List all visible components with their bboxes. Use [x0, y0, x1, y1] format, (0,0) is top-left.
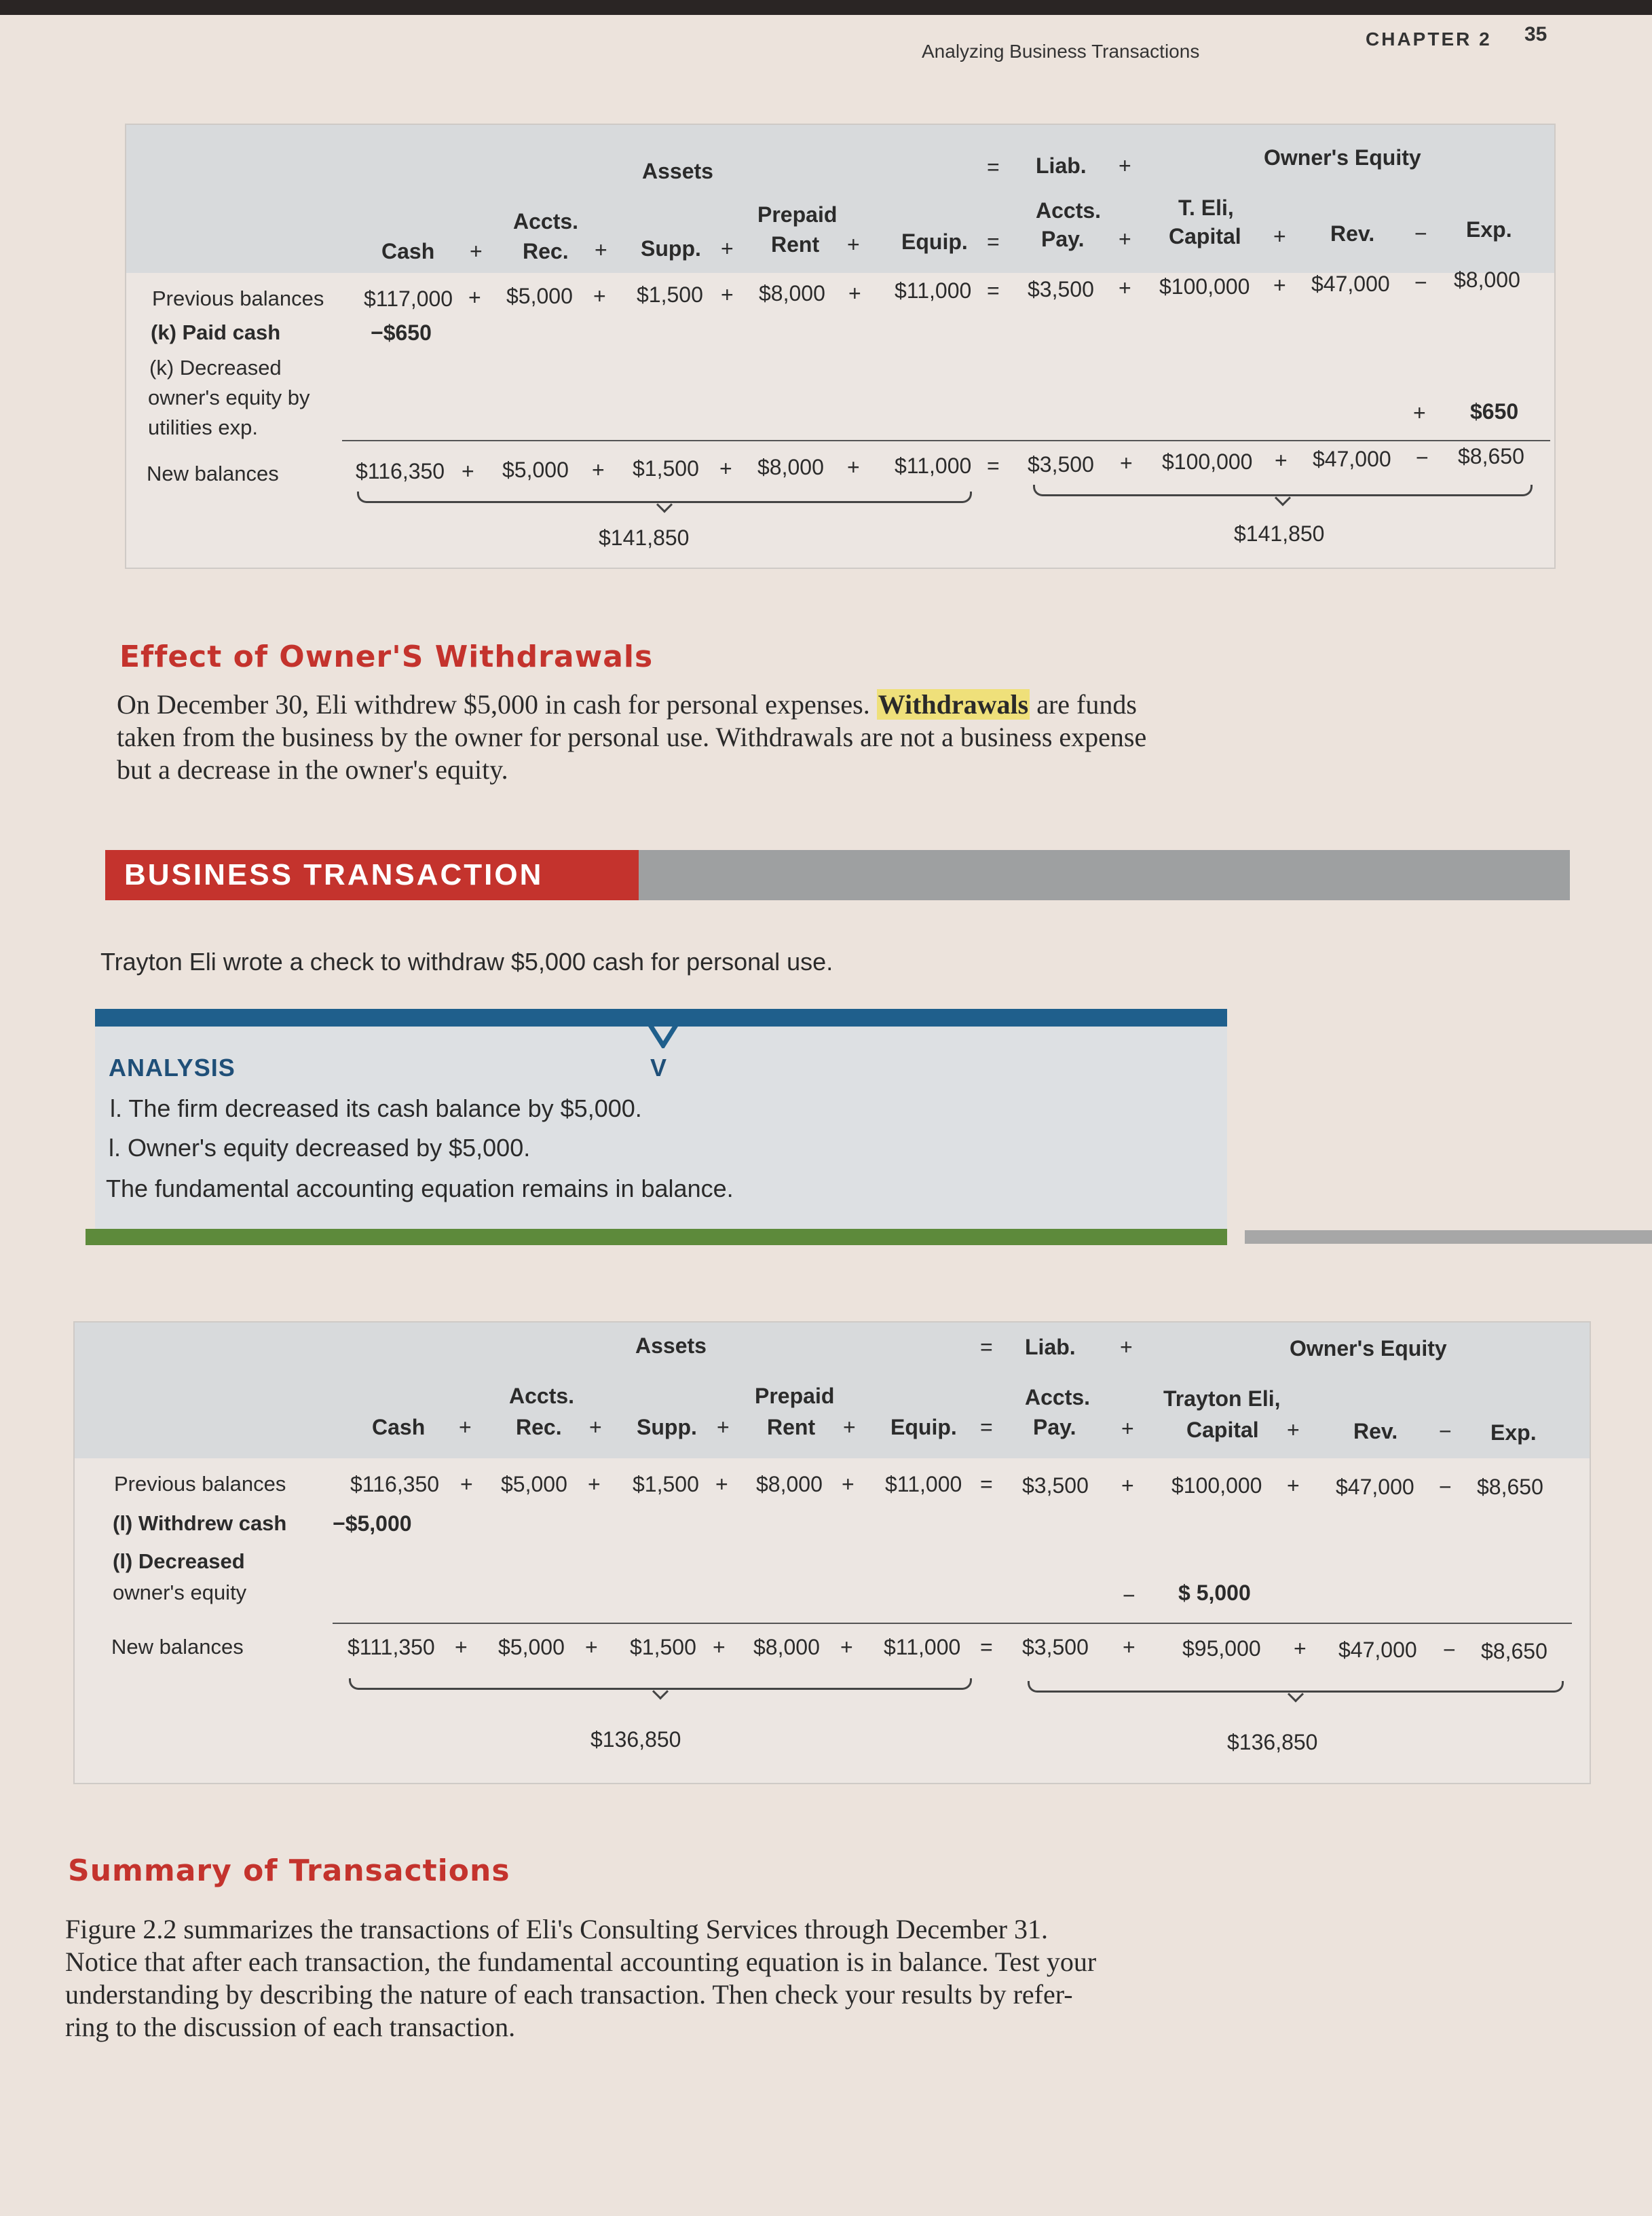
col-prepaid-2: Rent	[767, 1415, 816, 1439]
col-capital-1: T. Eli,	[1178, 196, 1234, 220]
op-eq: =	[980, 1472, 993, 1496]
op-minus: −	[1123, 1583, 1135, 1608]
page-top-edge	[0, 0, 1652, 15]
op-plus: +	[1121, 1473, 1134, 1498]
col-cash: Cash	[381, 239, 435, 263]
op-plus: +	[459, 1415, 472, 1439]
analysis-bottom-bar	[86, 1229, 1227, 1245]
running-title: Analyzing Business Transactions	[922, 41, 1200, 62]
op-plus: +	[840, 1635, 853, 1659]
col-exp: Exp.	[1466, 217, 1512, 242]
paragraph-line: understanding by describing the nature of each transaction. Then check your results by refer-	[65, 1979, 1073, 2010]
op-plus: +	[721, 236, 734, 261]
col-accts-pay-2: Pay.	[1041, 227, 1085, 251]
equation-table-l	[73, 1321, 1591, 1784]
col-capital-1: Trayton Eli,	[1163, 1386, 1281, 1411]
page-number: 35	[1524, 23, 1547, 45]
col-capital-2: Capital	[1169, 224, 1241, 248]
col-exp: Exp.	[1490, 1420, 1537, 1445]
op-plus: +	[717, 1415, 730, 1439]
row-label-k-decreased: (k) Decreased	[149, 356, 282, 380]
new-exp: $8,650	[1458, 444, 1524, 468]
new-capital: $95,000	[1182, 1636, 1261, 1661]
prev-cash: $116,350	[350, 1472, 440, 1496]
op-plus: +	[719, 456, 732, 481]
col-equip: Equip.	[890, 1415, 957, 1439]
total-assets: $141,850	[599, 525, 690, 550]
prev-prepaid-rent: $8,000	[756, 1472, 823, 1496]
row-label-new: New balances	[147, 462, 279, 485]
total-assets: $136,850	[590, 1727, 681, 1752]
new-prepaid-rent: $8,000	[757, 455, 824, 479]
col-accts-pay-1: Accts.	[1025, 1385, 1091, 1409]
op-plus: +	[1273, 273, 1286, 297]
row-label-l-withdrew: (l) Withdrew cash	[113, 1511, 287, 1535]
assets-header: Assets	[635, 1333, 707, 1358]
op-minus: −	[1443, 1638, 1456, 1662]
analysis-marker: V	[650, 1054, 667, 1082]
paragraph-line: taken from the business by the owner for personal use. Withdrawals are not a business expense	[117, 722, 1147, 752]
op-plus: +	[593, 284, 606, 308]
new-rev: $47,000	[1338, 1638, 1417, 1662]
prev-equip: $11,000	[885, 1472, 962, 1496]
withdrawals-paragraph	[117, 688, 1271, 786]
text-run: On December 30, Eli withdrew $5,000 in cash for personal expenses.	[117, 689, 870, 720]
analysis-title: ANALYSIS	[109, 1054, 236, 1082]
prev-accts-rec: $5,000	[506, 284, 573, 308]
total-liab-equity: $136,850	[1227, 1730, 1318, 1754]
total-rule	[342, 440, 1550, 441]
op-minus: −	[1416, 445, 1429, 470]
new-accts-rec: $5,000	[502, 458, 569, 482]
analysis-side-bar	[1245, 1230, 1652, 1244]
col-accts-rec-2: Rec.	[516, 1415, 562, 1439]
new-exp: $8,650	[1481, 1639, 1547, 1663]
op-eq: =	[987, 278, 1000, 303]
prev-capital: $100,000	[1159, 274, 1250, 299]
op-plus: +	[842, 1472, 855, 1496]
op-plus: +	[455, 1635, 468, 1659]
l-cash-change: −$5,000	[333, 1511, 412, 1536]
col-accts-rec-1: Accts.	[513, 209, 579, 234]
row-label-new: New balances	[111, 1635, 244, 1659]
col-prepaid-1: Prepaid	[755, 1384, 835, 1408]
prev-exp: $8,650	[1477, 1475, 1543, 1499]
withdrawals-heading: Effect of Owner'S Withdrawals	[119, 640, 654, 674]
paragraph-line	[117, 688, 1271, 721]
col-rev: Rev.	[1330, 221, 1375, 246]
op-plus: +	[848, 281, 861, 306]
row-label-previous: Previous balances	[114, 1472, 286, 1496]
new-capital: $100,000	[1162, 449, 1253, 474]
new-cash: $111,350	[348, 1635, 435, 1659]
op-plus: +	[1275, 448, 1288, 473]
prev-accts-rec: $5,000	[501, 1472, 567, 1496]
row-label-previous: Previous balances	[152, 287, 324, 310]
new-cash: $116,350	[356, 459, 445, 483]
equation-table-k	[125, 124, 1556, 569]
col-accts-pay-2: Pay.	[1033, 1415, 1076, 1439]
col-cash: Cash	[372, 1415, 426, 1439]
op-plus: +	[847, 455, 860, 479]
op-plus: +	[1119, 276, 1131, 300]
new-accts-pay: $3,500	[1028, 452, 1094, 477]
prev-equip: $11,000	[895, 278, 972, 303]
op-minus: −	[1439, 1475, 1452, 1499]
prev-capital: $100,000	[1171, 1473, 1262, 1498]
op-plus: +	[595, 238, 607, 262]
prev-exp: $8,000	[1454, 267, 1520, 292]
prev-accts-pay: $3,500	[1028, 277, 1094, 301]
liab-header: Liab.	[1036, 153, 1087, 178]
op-minus: −	[1414, 221, 1427, 246]
op-minus: −	[1414, 270, 1427, 295]
op-plus: +	[470, 239, 483, 263]
owners-equity-header: Owner's Equity	[1290, 1336, 1447, 1361]
assets-header: Assets	[642, 159, 713, 183]
row-label-l-decreased: owner's equity	[113, 1581, 247, 1604]
eq-sign: =	[987, 155, 1000, 179]
equity-brace	[1028, 1681, 1564, 1693]
col-supp: Supp.	[641, 236, 701, 261]
col-rev: Rev.	[1353, 1419, 1398, 1443]
op-eq: =	[987, 454, 1000, 478]
k-exp-change: $650	[1470, 399, 1519, 424]
op-plus: +	[1273, 224, 1286, 248]
op-plus: +	[1123, 1635, 1135, 1659]
prev-cash: $117,000	[364, 287, 453, 311]
new-equip: $11,000	[884, 1635, 961, 1659]
op-eq: =	[980, 1415, 993, 1439]
k-cash-change: −$650	[371, 320, 432, 345]
op-plus: +	[847, 232, 860, 257]
op-plus: +	[1120, 451, 1133, 475]
new-accts-rec: $5,000	[498, 1635, 565, 1659]
text-run: are funds	[1036, 689, 1137, 720]
row-label-l-decreased: (l) Decreased	[113, 1549, 245, 1573]
op-minus: −	[1439, 1419, 1452, 1443]
prev-rev: $47,000	[1336, 1475, 1414, 1499]
paragraph-line: ring to the discussion of each transaction.	[65, 2012, 516, 2042]
op-plus: +	[1294, 1636, 1307, 1661]
col-accts-pay-1: Accts.	[1036, 198, 1102, 223]
op-plus: +	[462, 459, 474, 483]
chapter-label: CHAPTER 2	[1366, 29, 1492, 50]
col-accts-rec-1: Accts.	[509, 1384, 575, 1408]
plus-sign: +	[1120, 1335, 1133, 1359]
eq-sign: =	[980, 1335, 993, 1359]
op-plus: +	[588, 1472, 601, 1496]
equity-brace	[1033, 485, 1533, 496]
summary-paragraph	[65, 1913, 1300, 2044]
business-transaction-label: BUSINESS TRANSACTION	[105, 850, 639, 900]
assets-brace	[349, 1678, 972, 1690]
assets-brace	[357, 492, 972, 503]
row-label-k-paid: (k) Paid cash	[151, 320, 281, 344]
paragraph-line: Figure 2.2 summarizes the transactions of Eli's Consulting Services through December 31.	[65, 1914, 1049, 1944]
col-equip: Equip.	[901, 229, 968, 254]
liab-header: Liab.	[1025, 1335, 1076, 1359]
summary-heading: Summary of Transactions	[68, 1853, 510, 1888]
analysis-conclusion: The fundamental accounting equation remains in balance.	[106, 1175, 734, 1202]
op-eq: =	[980, 1635, 993, 1659]
new-accts-pay: $3,500	[1022, 1635, 1089, 1659]
col-supp: Supp.	[637, 1415, 697, 1439]
op-plus: +	[1287, 1473, 1300, 1498]
prev-accts-pay: $3,500	[1022, 1473, 1089, 1498]
op-plus: +	[460, 1472, 473, 1496]
op-plus: +	[721, 282, 734, 307]
prev-rev: $47,000	[1311, 272, 1390, 296]
new-supp: $1,500	[630, 1635, 696, 1659]
prev-supp: $1,500	[633, 1472, 699, 1496]
plus-sign: +	[1119, 153, 1131, 178]
col-capital-2: Capital	[1186, 1418, 1259, 1442]
paragraph-line: Notice that after each transaction, the fundamental accounting equation is in balance. Test your	[65, 1946, 1097, 1977]
new-rev: $47,000	[1313, 447, 1391, 471]
analysis-item-2: l. Owner's equity decreased by $5,000.	[109, 1134, 531, 1162]
analysis-item-1: l. The firm decreased its cash balance by $5,000.	[110, 1094, 642, 1122]
op-plus: +	[1413, 401, 1426, 425]
new-prepaid-rent: $8,000	[753, 1635, 820, 1659]
prev-supp: $1,500	[637, 282, 703, 307]
withdrawals-term: Withdrawals	[878, 689, 1029, 720]
op-eq: =	[987, 229, 1000, 254]
total-rule	[333, 1623, 1572, 1624]
total-liab-equity: $141,850	[1234, 521, 1325, 546]
op-plus: +	[585, 1635, 598, 1659]
l-capital-change: $ 5,000	[1178, 1581, 1251, 1605]
op-plus: +	[713, 1635, 726, 1659]
paragraph-line: but a decrease in the owner's equity.	[117, 754, 508, 785]
analysis-arrow-icon	[647, 1024, 679, 1048]
owners-equity-header: Owner's Equity	[1264, 145, 1421, 170]
new-equip: $11,000	[895, 454, 972, 478]
col-prepaid-1: Prepaid	[757, 202, 838, 227]
new-supp: $1,500	[633, 456, 699, 481]
op-plus: +	[1121, 1416, 1134, 1441]
op-plus: +	[468, 285, 481, 310]
op-plus: +	[592, 458, 605, 482]
row-label-k-decreased: owner's equity by	[148, 386, 310, 409]
op-plus: +	[589, 1415, 602, 1439]
op-plus: +	[715, 1472, 728, 1496]
op-plus: +	[1287, 1418, 1300, 1442]
prev-prepaid-rent: $8,000	[759, 281, 825, 306]
col-prepaid-2: Rent	[771, 232, 820, 257]
row-label-k-decreased: utilities exp.	[148, 416, 258, 439]
col-accts-rec-2: Rec.	[523, 239, 569, 263]
business-transaction-text: Trayton Eli wrote a check to withdraw $5,000 cash for personal use.	[100, 948, 833, 976]
op-plus: +	[1119, 227, 1131, 251]
op-plus: +	[843, 1415, 856, 1439]
